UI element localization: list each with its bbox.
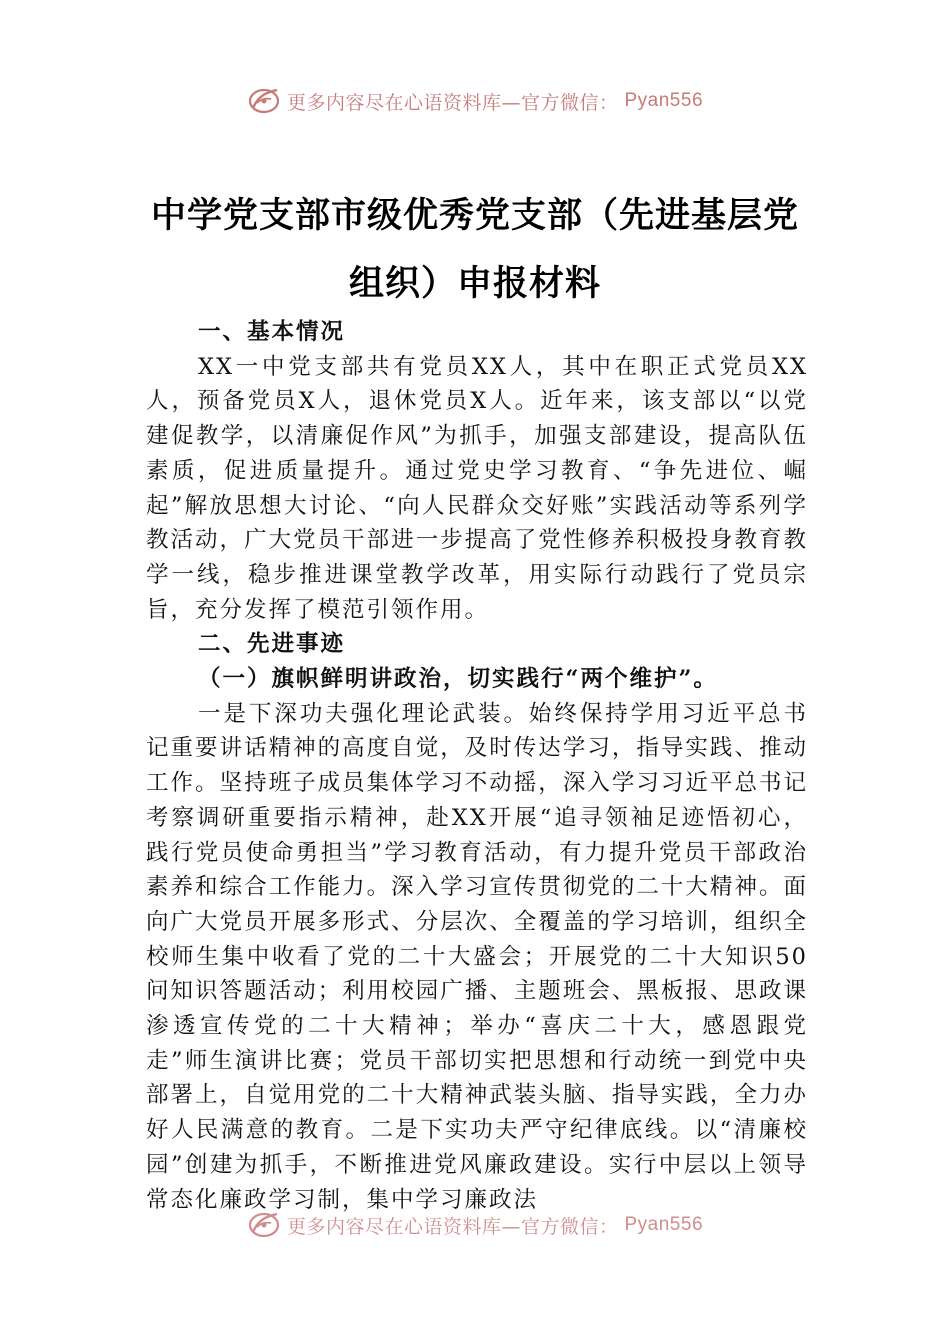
section-heading-basic-info: 一、基本情况 (198, 319, 346, 345)
paragraph-basic-info: XX一中党支部共有党员XX人，其中在职正式党员XX人，预备党员X人，退休党员X人。近年来，该支部以“以党建促教学，以清廉促作风”为抓手，加强支部建设，提高队伍素质，促进质量提升。通过党史学习教育、“争先进位、崛起”解放思想大讨论、“向人民群众交好账”实践活动等系列学教活动，广大党员干部进一步提高了党性修养积极投身教育教学一线，稳步推进课堂教学改革，用实际行动践行了党员宗旨，充分发挥了模范引领作用。 (146, 353, 808, 623)
document-title-line-2: 组织）申报材料 (348, 264, 601, 304)
document-body (146, 315, 808, 1217)
footer-watermark (0, 1210, 950, 1240)
document-title-line-1: 中学党支部市级优秀党支部（先进基层党 (150, 196, 799, 236)
header-watermark (0, 86, 950, 116)
brand-logo-icon (247, 1210, 281, 1240)
subsection-heading-politics: （一）旗帜鲜明讲政治，切实践行“两个维护”。 (198, 666, 718, 693)
paragraph-politics: 一是下深功夫强化理论武装。始终保持学用习近平总书记重要讲话精神的高度自觉，及时传达学习，指导实践、推动工作。坚持班子成员集体学习不动摇，深入学习习近平总书记考察调研重要指示精神，赴XX开展“追寻领袖足迹悟初心，践行党员使命勇担当”学习教育活动，有力提升党员干部政治素养和综合工作能力。深入学习宣传贯彻党的二十大精神。面向广大党员开展多形式、分层次、全覆盖的学习培训，组织全校师生集中收看了党的二十大盛会；开展党的二十大知识50问知识答题活动；利用校园广播、主题班会、黑板报、思政课渗透宣传党的二十大精神；举办“喜庆二十大，感恩跟党走”师生演讲比赛；党员干部切实把思想和行动统一到党中央部署上，自觉用党的二十大精神武装头脑、指导实践，全力办好人民满意的教育。二是下实功夫严守纪律底线。以“清廉校园”创建为抓手，不断推进党风廉政建设。实行中层以上领导常态化廉政学习制，集中学习廉政法 (146, 700, 808, 1213)
watermark-wechat-id: Pyan556 (624, 1214, 704, 1235)
brand-logo-icon (247, 86, 281, 116)
section-heading-achievements: 二、先进事迹 (198, 631, 346, 658)
watermark-wechat-id: Pyan556 (624, 90, 704, 111)
watermark-text: 更多内容尽在心语资料库—官方微信： (286, 91, 619, 114)
watermark-text: 更多内容尽在心语资料库—官方微信： (286, 1215, 619, 1238)
